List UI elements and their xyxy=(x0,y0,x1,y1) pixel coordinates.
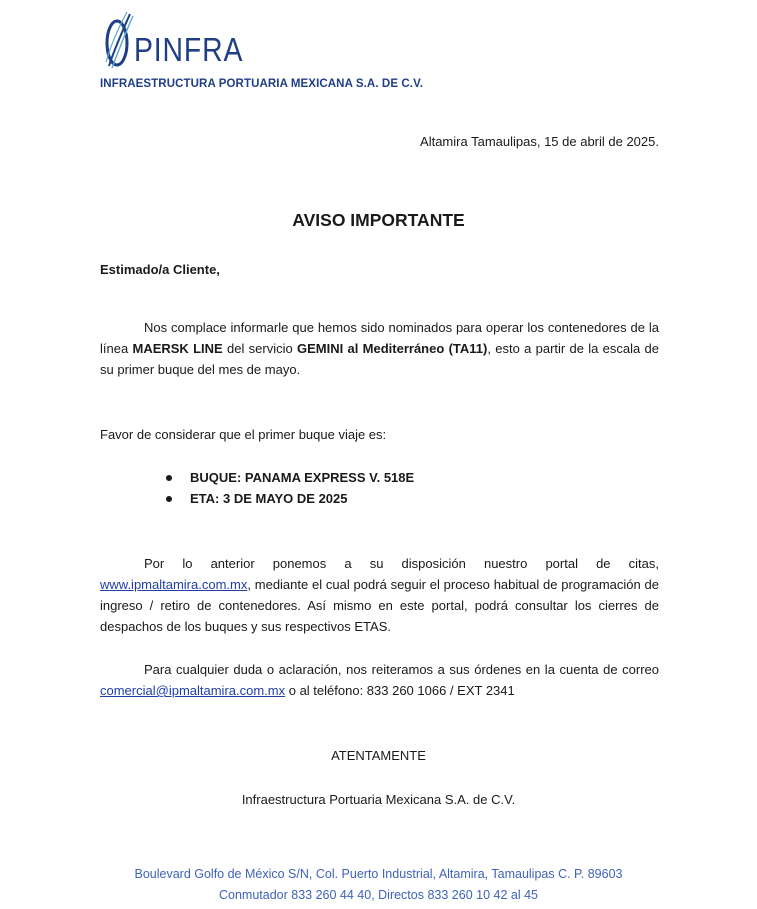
portal-link[interactable]: www.ipmaltamira.com.mx xyxy=(100,577,248,592)
shipping-line-name: MAERSK LINE xyxy=(132,341,223,356)
footer xyxy=(0,864,757,906)
vessel-details-list xyxy=(166,467,414,509)
paragraph-portal: Por lo anterior ponemos a su disposición nuestro portal de citas, www.ipmaltamira.com.mx, mediante el cual podrá seguir el proceso habitual de programación de ingreso / retiro de contenedores. Así mismo en este portal, podrá consultar los cierres de despachos de los buques y sus respectivos ETAS. xyxy=(100,556,659,634)
footer-phones: Conmutador 833 260 44 40, Directos 833 260 10 42 al 45 xyxy=(219,888,538,902)
paragraph-first-vessel: Favor de considerar que el primer buque viaje es: xyxy=(100,427,387,442)
bullet-icon xyxy=(166,475,172,481)
greeting: Estimado/a Cliente, xyxy=(100,262,220,277)
letter-date: Altamira Tamaulipas, 15 de abril de 2025. xyxy=(420,134,659,149)
service-name: GEMINI al Mediterráneo (TA11) xyxy=(297,341,488,356)
closing-salutation: ATENTAMENTE xyxy=(331,748,426,763)
paragraph-nomination: Nos complace informarle que hemos sido nominados para operar los contenedores de la línea MAERSK LINE del servicio GEMINI al Mediterráneo (TA11), esto a partir de la escala de su primer buque del mes de mayo. xyxy=(100,320,660,377)
email-link[interactable]: comercial@ipmaltamira.com.mx xyxy=(100,683,286,698)
page-title: AVISO IMPORTANTE xyxy=(292,210,465,230)
list-item: BUQUE: PANAMA EXPRESS V. 518E xyxy=(166,467,414,488)
company-name-header: INFRAESTRUCTURA PORTUARIA MEXICANA S.A. DE C.V. xyxy=(100,78,424,90)
footer-address: Boulevard Golfo de México S/N, Col. Puerto Industrial, Altamira, Tamaulipas C. P. 89603 xyxy=(134,867,623,881)
pinfra-swirl-icon xyxy=(100,10,136,70)
closing-signature: Infraestructura Portuaria Mexicana S.A. de C.V. xyxy=(241,792,516,807)
list-item: ETA: 3 DE MAYO DE 2025 xyxy=(166,488,414,509)
pinfra-logo xyxy=(100,10,261,70)
logo-wordmark: PINFRA xyxy=(134,31,244,68)
paragraph-contact: Para cualquier duda o aclaración, nos reiteramos a sus órdenes en la cuenta de correo comercial@ipmaltamira.com.mx o al teléfono: 833 260 1066 / EXT 2341 xyxy=(100,662,659,698)
bullet-icon xyxy=(166,496,172,502)
